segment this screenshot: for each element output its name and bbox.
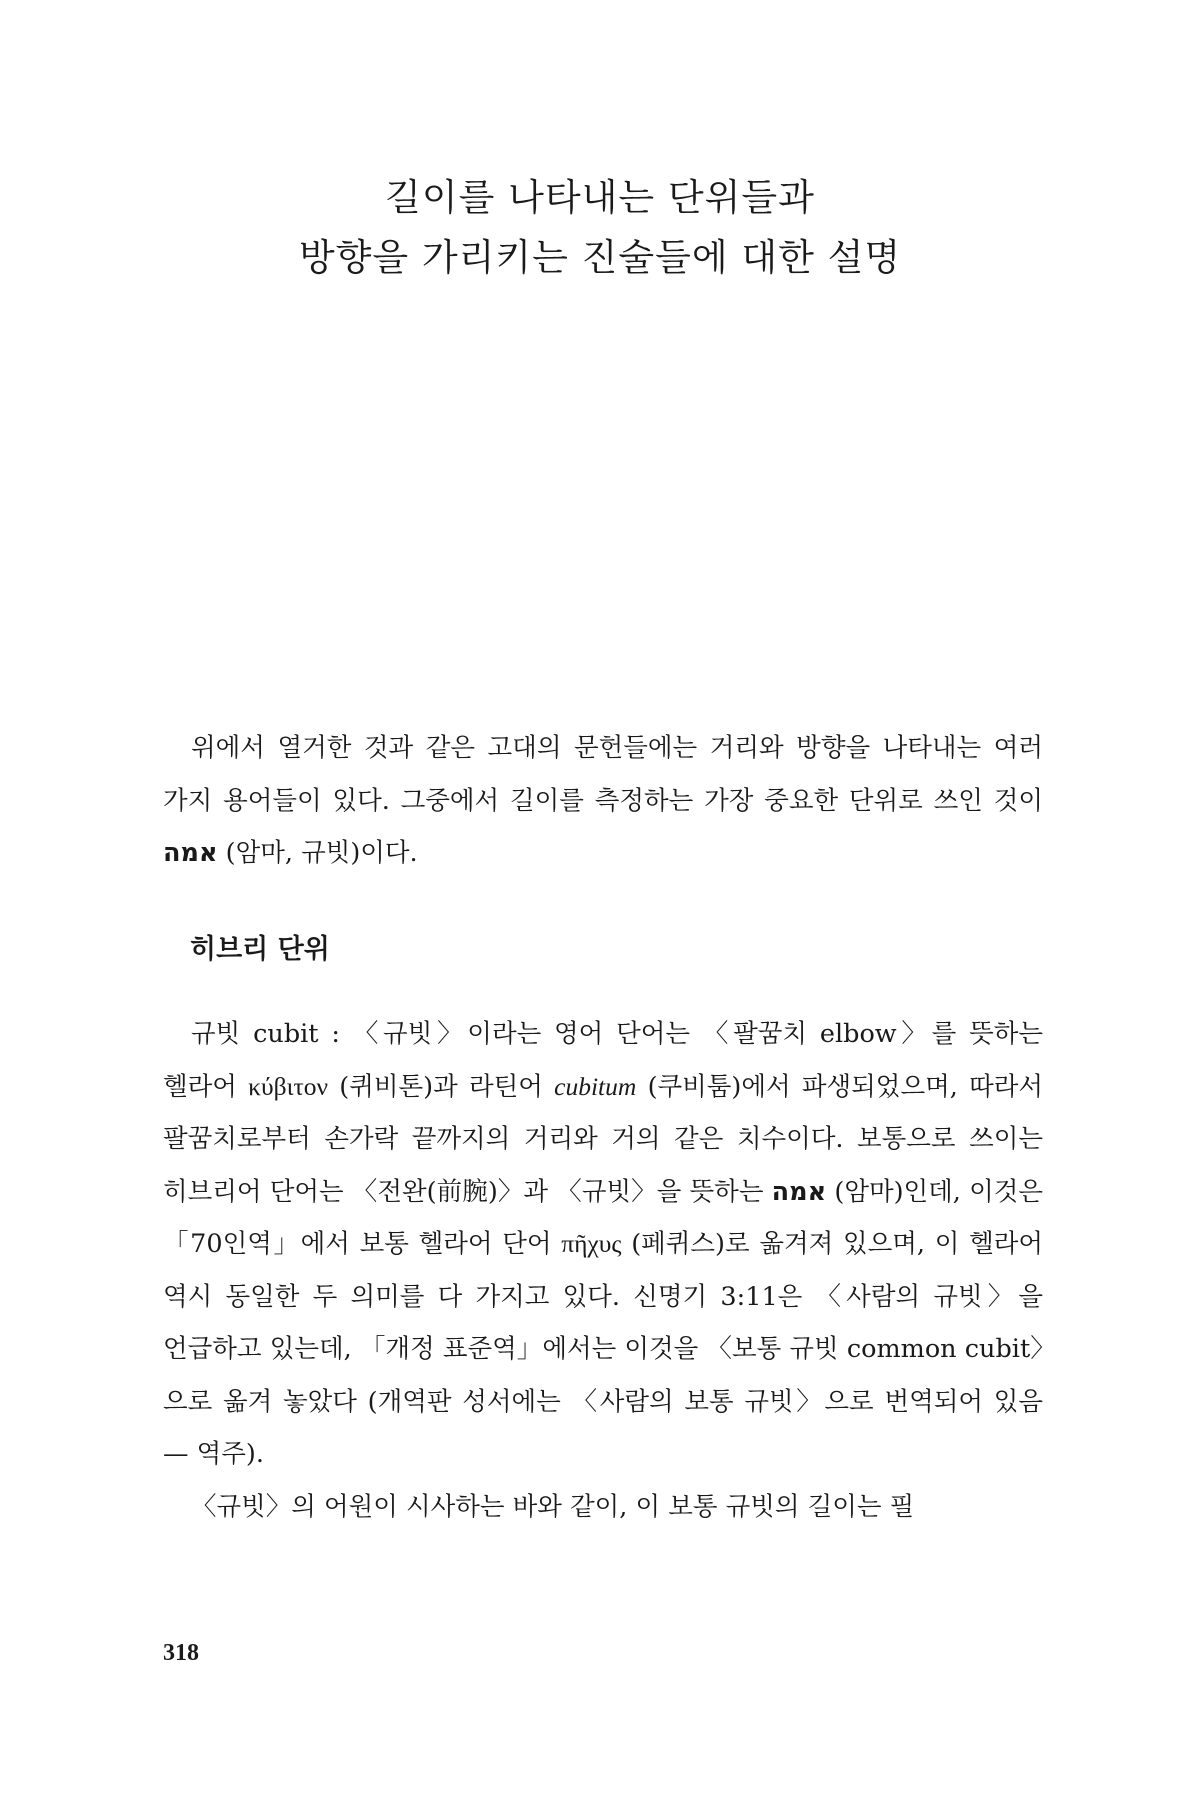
greek-word-pechys: πῆχυς xyxy=(561,1229,622,1258)
cubit-text-1: 규빗 cubit : 〈규빗〉이라는 영어 단어는 〈팔꿈치 elbow〉를 뜻하는 헬라어 xyxy=(163,1019,1043,1102)
chapter-title xyxy=(0,168,1200,288)
cubit-text-3: (쿠비툼)에서 파생되었으며, 따라서 팔꿈치로부터 손가락 끝까지의 거리와 거의 같은 치수이다. 보통으로 쓰이는 히브리어 단어는 〈전완(前腕)〉과 〈규빗〉을 뜻하는 xyxy=(163,1071,1043,1207)
cubit-paragraph xyxy=(163,1008,1043,1481)
cubit-text-5: (페퀴스)로 옮겨져 있으며, 이 헬라어 역시 동일한 두 의미를 다 가지고 있다. 신명기 3:11은 〈사람의 규빗〉을 언급하고 있는데, 「개정 표준역」에서는 이것을 〈보통 규빗 common cubit〉으로 옮겨 놓았다 (개역판 성서에는 〈사람의 보통 규빗〉으로 번역되어 있음 — 역주). xyxy=(163,1229,1043,1469)
latin-word-cubitum: cubitum xyxy=(554,1071,637,1101)
cubit-text-4: (암마)인데, 이것은 「70인역」에서 보통 헬라어 단어 xyxy=(163,1176,1043,1259)
page-number: 318 xyxy=(163,1640,199,1666)
cubit-text-2: (퀴비톤)과 라틴어 xyxy=(328,1071,555,1102)
intro-text-after: (암마, 규빗)이다. xyxy=(217,838,418,868)
intro-text xyxy=(163,722,1043,880)
hebrew-word-amma: אמה xyxy=(163,838,218,868)
intro-text-before: 위에서 열거한 것과 같은 고대의 문헌들에는 거리와 방향을 나타내는 여러 가지 용어들이 있다. 그중에서 길이를 측정하는 가장 중요한 단위로 쓰인 것이 xyxy=(163,733,1043,816)
chapter-title-line-1: 길이를 나타내는 단위들과 xyxy=(385,176,815,219)
section-heading: 히브리 단위 xyxy=(190,934,330,965)
intro-paragraph xyxy=(163,722,1043,880)
greek-word-kybiton: κύβιτον xyxy=(248,1071,329,1101)
section-body xyxy=(163,1008,1043,1533)
chapter-title-line-2: 방향을 가리키는 진술들에 대한 설명 xyxy=(298,236,902,279)
hebrew-word-amma-2: אמה xyxy=(771,1176,827,1207)
etymology-paragraph: 〈규빗〉의 어원이 시사하는 바와 같이, 이 보통 규빗의 길이는 필 xyxy=(191,1491,915,1522)
